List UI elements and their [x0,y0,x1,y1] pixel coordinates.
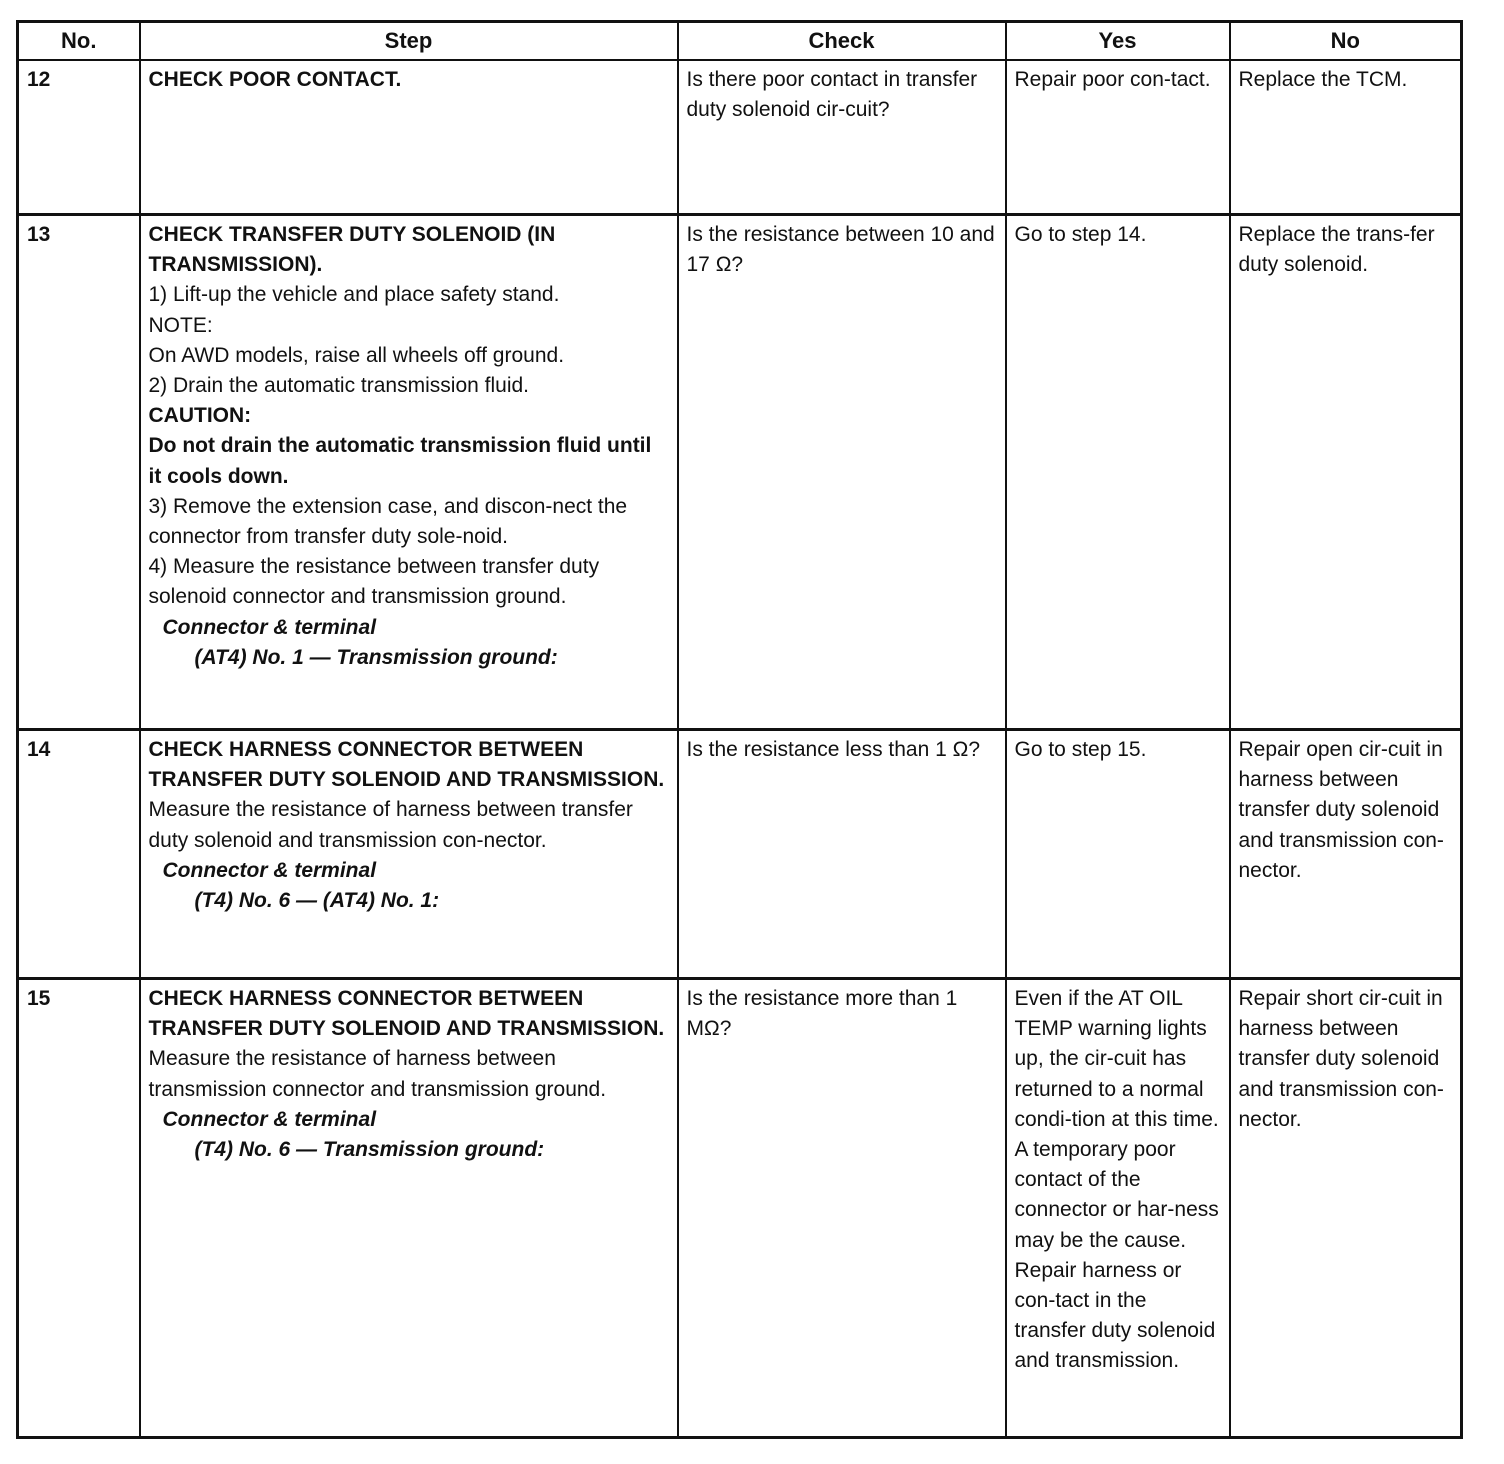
header-no-result: No [1230,22,1462,61]
step-cell [140,215,678,730]
caution-text: Do not drain the automatic transmission fluid until it cools down. [148,434,652,488]
step-instruction: Measure the resistance of harness between transmission connector and transmission ground. [148,1047,607,1101]
yes-cell: Go to step 15. [1006,730,1230,979]
no-cell: Replace the TCM. [1230,60,1462,215]
step-instruction: 4) Measure the resistance between transfer duty solenoid connector and transmission ground. [148,555,600,609]
step-instruction: 3) Remove the extension case, and discon-nect the connector from transfer duty sole-noid. [148,494,628,549]
header-row [18,22,1462,61]
step-title: CHECK HARNESS CONNECTOR BETWEEN TRANSFER DUTY SOLENOID AND TRANSMISSION. [148,738,665,792]
step-number: 12 [18,60,140,215]
header-yes: Yes [1006,22,1230,61]
step-number: 13 [18,215,140,730]
step-cell [140,60,678,215]
diagnostic-table [16,20,1463,1439]
header-no: No. [18,22,140,61]
check-cell: Is there poor contact in transfer duty solenoid cir-cuit? [678,60,1006,215]
step-instruction: Measure the resistance of harness between transfer duty solenoid and transmission con-nector. [148,798,633,852]
table-row [18,979,1462,1438]
connector-terminal-spec: (AT4) No. 1 — Transmission ground: [194,645,558,669]
check-cell: Is the resistance between 10 and 17 Ω? [678,215,1006,730]
connector-terminal-spec: (T4) No. 6 — (AT4) No. 1: [194,889,440,913]
yes-cell: Even if the AT OIL TEMP warning lights up, the cir-cuit has returned to a normal condi-tion at this time. A temporary poor contact of the connector or har-ness may be the cause. Repair harness or con-tact in the transfer duty solenoid and transmission. [1006,979,1230,1438]
table-row [18,215,1462,730]
note-label: NOTE: [148,313,213,337]
connector-terminal-label: Connector & terminal [162,1107,377,1131]
header-check: Check [678,22,1006,61]
yes-cell: Go to step 14. [1006,215,1230,730]
connector-terminal-label: Connector & terminal [162,858,377,882]
step-number: 14 [18,730,140,979]
header-step: Step [140,22,678,61]
connector-terminal-spec: (T4) No. 6 — Transmission ground: [194,1138,545,1162]
step-instruction: 2) Drain the automatic transmission fluid. [148,374,529,398]
connector-terminal-label: Connector & terminal [162,615,377,639]
step-cell [140,730,678,979]
table-row [18,60,1462,215]
step-title: CHECK HARNESS CONNECTOR BETWEEN TRANSFER DUTY SOLENOID AND TRANSMISSION. [148,987,665,1041]
step-cell [140,979,678,1438]
step-instruction: 1) Lift-up the vehicle and place safety stand. [148,283,560,307]
check-cell: Is the resistance less than 1 Ω? [678,730,1006,979]
step-title: CHECK POOR CONTACT. [148,68,402,91]
step-title: CHECK TRANSFER DUTY SOLENOID (IN TRANSMISSION). [148,223,556,277]
no-cell: Repair short cir-cuit in harness between transfer duty solenoid and transmission con-nector. [1230,979,1462,1438]
no-cell: Repair open cir-cuit in harness between transfer duty solenoid and transmission con-nector. [1230,730,1462,979]
step-number: 15 [18,979,140,1438]
check-cell: Is the resistance more than 1 MΩ? [678,979,1006,1438]
caution-label: CAUTION: [148,404,252,428]
yes-cell: Repair poor con-tact. [1006,60,1230,215]
note-text: On AWD models, raise all wheels off ground. [148,343,565,367]
table-row [18,730,1462,979]
no-cell: Replace the trans-fer duty solenoid. [1230,215,1462,730]
